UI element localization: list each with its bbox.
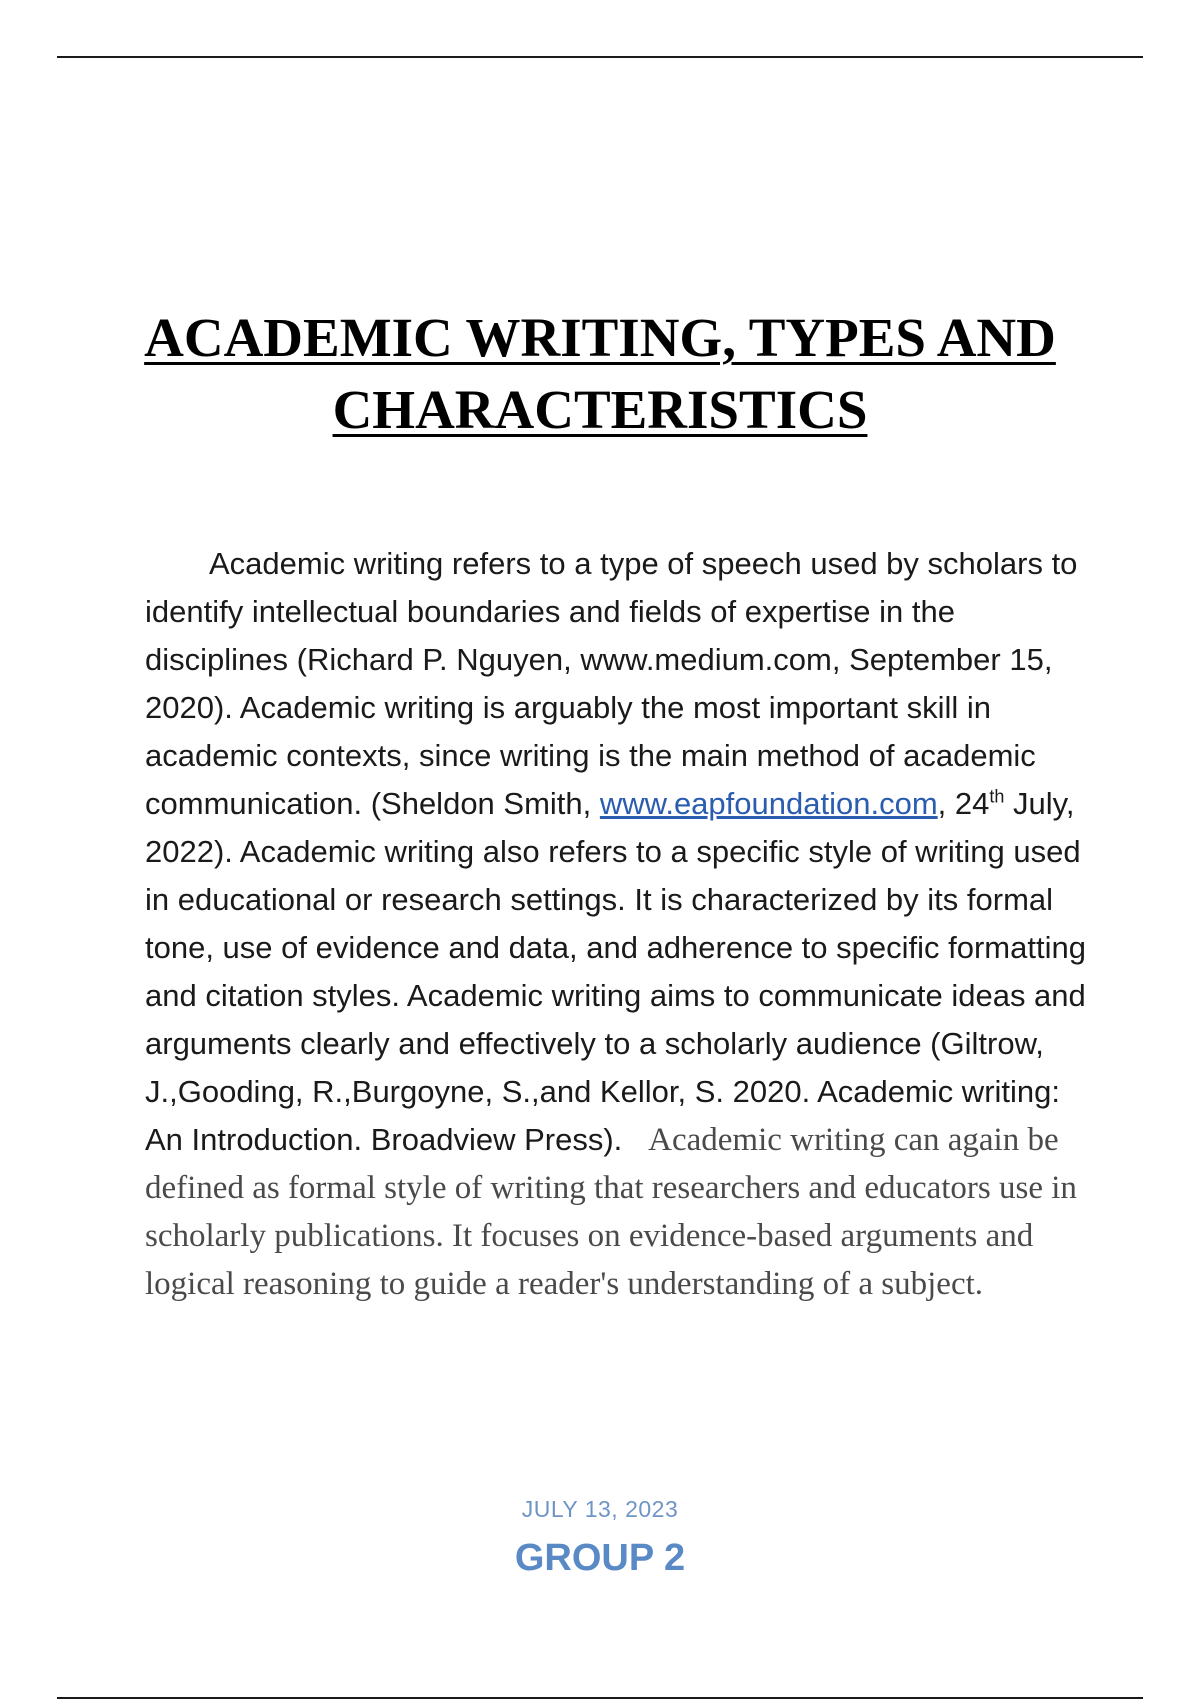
document-title — [100, 302, 1100, 446]
body-text-part-3: July, 2022). Academic writing also refers to a specific style of writing used in educational or research settings. It is characterized by its formal tone, use of evidence and data, and adherence to specific formatting and citation styles. Academic writing aims to communicate ideas and arguments clearly and effectively to a scholarly audience (Giltrow, J.,Gooding, R.,Burgoyne, S.,and Kellor, S. 2020. Academic writing: An Introduction. Broadview Press). — [145, 786, 1086, 1157]
body-text-part-4: Academic writing can again be defined as formal style of writing that researchers and educators use in scholarly publications. It focuses on evidence-based arguments and logical reasoning to guide a reader's understanding of a subject. — [145, 1122, 1077, 1302]
ordinal-superscript: th — [989, 786, 1005, 807]
group-name: GROUP 2 — [514, 1537, 686, 1579]
title-line-1: ACADEMIC WRITING, TYPES AND — [144, 307, 1056, 368]
body-text-part-1: Academic writing refers to a type of speech used by scholars to identify intellectual boundaries and fields of expertise in the disciplines (Richard P. Nguyen, www.medium.com, September 15, 2020). Academic writing is arguably the most important skill in academic contexts, since writing is the main method of academic communication. (Sheldon Smith, — [145, 546, 1078, 821]
body-text-part-2: , 24 — [937, 786, 990, 821]
title-line-2: CHARACTERISTICS — [332, 379, 868, 440]
eapfoundation-link[interactable]: www.eapfoundation.com — [599, 786, 938, 821]
top-divider — [57, 56, 1143, 58]
body-paragraph — [145, 540, 1095, 1308]
bottom-divider — [57, 1697, 1143, 1699]
document-date: JULY 13, 2023 — [521, 1496, 679, 1522]
